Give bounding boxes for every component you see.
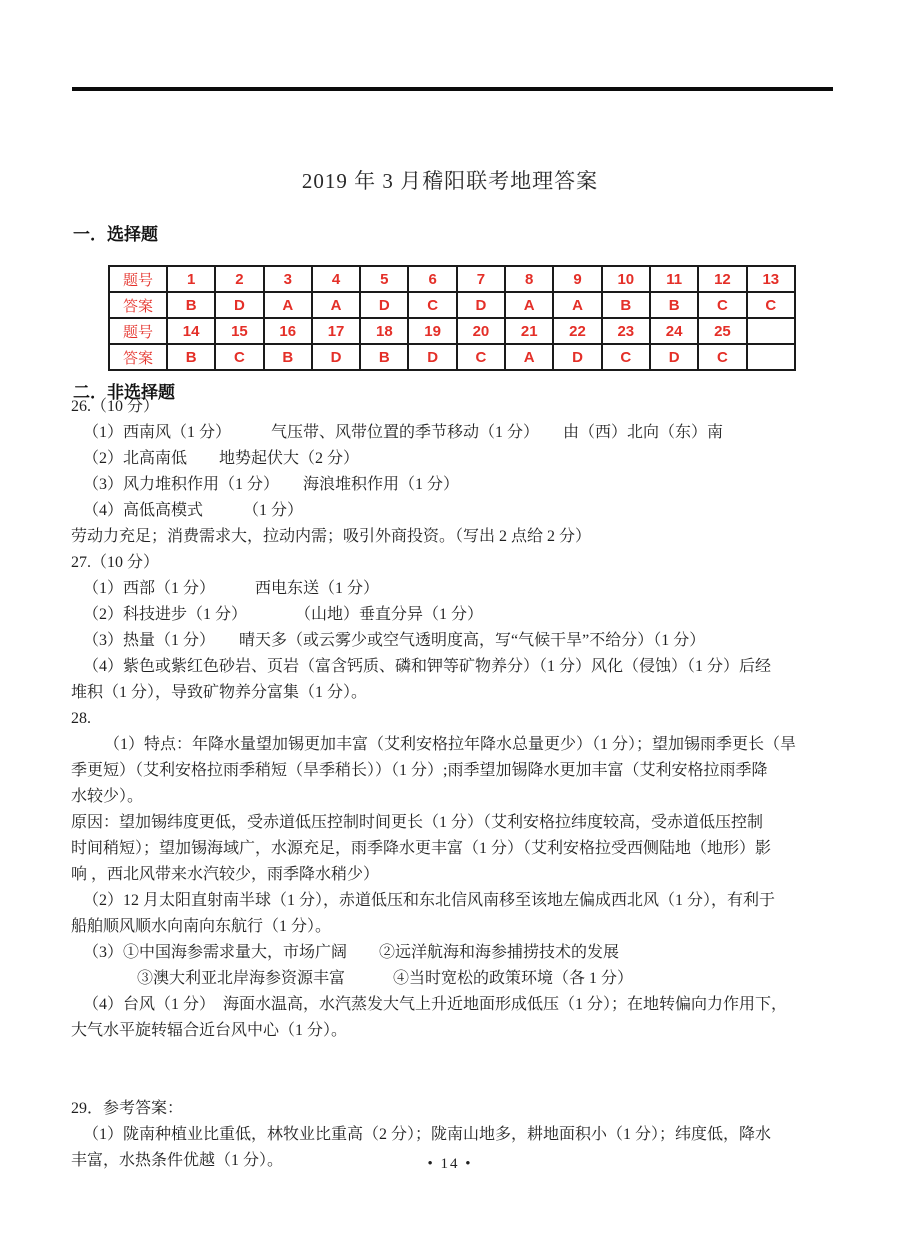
answer-cell: B bbox=[264, 344, 312, 370]
answer-cell: B bbox=[167, 344, 215, 370]
page-number: • 14 • bbox=[427, 1156, 473, 1172]
answer-cell: C bbox=[747, 292, 795, 318]
question-number-cell: 19 bbox=[408, 318, 456, 344]
answer-line: （2）科技进步（1 分） （山地）垂直分异（1 分） bbox=[83, 606, 484, 623]
answer-line: 丰富，水热条件优越（1 分）。 bbox=[71, 1152, 284, 1169]
answer-cell: A bbox=[264, 292, 312, 318]
answer-table-row bbox=[109, 344, 795, 370]
question-number-cell bbox=[747, 318, 795, 344]
row-label: 题号 bbox=[109, 318, 167, 344]
answer-cell: A bbox=[505, 344, 553, 370]
answer-table-row bbox=[109, 266, 795, 292]
answer-line: 水较少）。 bbox=[71, 788, 144, 805]
answer-table-row bbox=[109, 318, 795, 344]
answer-line: 原因：望加锡纬度更低，受赤道低压控制时间更长（1 分）（艾利安格拉纬度较高，受赤道低压控制 bbox=[71, 814, 764, 831]
question-number-cell: 2 bbox=[215, 266, 263, 292]
answer-line bbox=[71, 1070, 836, 1096]
answer-body bbox=[71, 394, 836, 1174]
answer-line: 船舶顺风顺水向南向东航行（1 分）。 bbox=[71, 918, 332, 935]
answer-line: （1）陇南种植业比重低，林牧业比重高（2 分）；陇南山地多，耕地面积小（1 分）；纬度低，降水 bbox=[83, 1126, 772, 1143]
answer-line: （1）西部（1 分） 西电东送（1 分） bbox=[83, 580, 380, 597]
answer-line: 28. bbox=[71, 710, 91, 727]
answer-cell: B bbox=[360, 344, 408, 370]
answer-cell: C bbox=[457, 344, 505, 370]
question-number-cell: 4 bbox=[312, 266, 360, 292]
answer-line: （3）热量（1 分） 晴天多（或云雾少或空气透明度高，写“气候干旱”不给分）（1 分） bbox=[83, 632, 706, 649]
header-rule bbox=[72, 87, 833, 91]
question-number-cell: 24 bbox=[650, 318, 698, 344]
question-number-cell: 25 bbox=[698, 318, 746, 344]
answer-line: 26.（10 分） bbox=[71, 398, 160, 415]
answer-cell: C bbox=[698, 292, 746, 318]
section-heading-non-choice: 二．非选择题 bbox=[73, 383, 175, 402]
answer-table-row bbox=[109, 292, 795, 318]
answer-line: 时间稍短）；望加锡海域广，水源充足，雨季降水更丰富（1 分）（艾利安格拉受西侧陆地（地形）影 bbox=[71, 840, 772, 857]
answer-cell: B bbox=[167, 292, 215, 318]
answer-cell: D bbox=[457, 292, 505, 318]
answer-cell: B bbox=[602, 292, 650, 318]
answer-line: （2）12 月太阳直射南半球（1 分），赤道低压和东北信风南移至该地左偏成西北风（1 分），有利于 bbox=[83, 892, 776, 909]
question-number-cell: 21 bbox=[505, 318, 553, 344]
answer-line: 响 ，西北风带来水汽较少，雨季降水稍少） bbox=[71, 866, 380, 883]
row-label: 答案 bbox=[109, 344, 167, 370]
question-number-cell: 23 bbox=[602, 318, 650, 344]
answer-line: 堆积（1 分），导致矿物养分富集（1 分）。 bbox=[71, 684, 368, 701]
question-number-cell: 3 bbox=[264, 266, 312, 292]
answer-cell: D bbox=[408, 344, 456, 370]
answer-table bbox=[108, 265, 796, 371]
answer-line: （2）北高南低 地势起伏大（2 分） bbox=[83, 450, 360, 467]
answer-cell: C bbox=[408, 292, 456, 318]
answer-line: （3）风力堆积作用（1 分） 海浪堆积作用（1 分） bbox=[83, 476, 460, 493]
answer-cell: A bbox=[505, 292, 553, 318]
question-number-cell: 15 bbox=[215, 318, 263, 344]
row-label: 答案 bbox=[109, 292, 167, 318]
answer-line: （1）特点：年降水量望加锡更加丰富（艾利安格拉年降水总量更少）（1 分）；望加锡雨季更长（旱 bbox=[104, 736, 797, 753]
question-number-cell: 12 bbox=[698, 266, 746, 292]
answer-line: 29．参考答案： bbox=[71, 1100, 184, 1117]
question-number-cell: 14 bbox=[167, 318, 215, 344]
answer-line: （1）西南风（1 分） 气压带、风带位置的季节移动（1 分） 由（西）北向（东）南 bbox=[83, 424, 724, 441]
answer-cell: C bbox=[698, 344, 746, 370]
answer-line: （4）高低高模式 （1 分） bbox=[83, 502, 304, 519]
question-number-cell: 18 bbox=[360, 318, 408, 344]
answer-line: 劳动力充足；消费需求大，拉动内需；吸引外商投资。（写出 2 点给 2 分） bbox=[71, 528, 592, 545]
answer-line: 大气水平旋转辐合近台风中心（1 分）。 bbox=[71, 1022, 348, 1039]
answer-line: （4）台风（1 分） 海面水温高，水汽蒸发大气上升近地面形成低压（1 分）；在地转偏向力作用下， bbox=[83, 996, 788, 1013]
question-number-cell: 17 bbox=[312, 318, 360, 344]
question-number-cell: 22 bbox=[553, 318, 601, 344]
answer-line: 27.（10 分） bbox=[71, 554, 160, 571]
question-number-cell: 9 bbox=[553, 266, 601, 292]
question-number-cell: 16 bbox=[264, 318, 312, 344]
answer-line: ③澳大利亚北岸海参资源丰富 ④当时宽松的政策环境（各 1 分） bbox=[137, 970, 634, 987]
answer-cell: B bbox=[650, 292, 698, 318]
question-number-cell: 10 bbox=[602, 266, 650, 292]
question-number-cell: 20 bbox=[457, 318, 505, 344]
answer-line: （3）①中国海参需求量大，市场广阔 ②远洋航海和海参捕捞技术的发展 bbox=[83, 944, 620, 961]
row-label: 题号 bbox=[109, 266, 167, 292]
page-title: 2019 年 3 月稽阳联考地理答案 bbox=[301, 169, 599, 193]
question-number-cell: 1 bbox=[167, 266, 215, 292]
section-heading-multiple-choice: 一．选择题 bbox=[73, 225, 158, 244]
question-number-cell: 7 bbox=[457, 266, 505, 292]
answer-cell: C bbox=[602, 344, 650, 370]
answer-line bbox=[71, 1044, 836, 1070]
answer-line: （4）紫色或紫红色砂岩、页岩（富含钙质、磷和钾等矿物养分）（1 分）风化（侵蚀）（1 分）后经 bbox=[83, 658, 772, 675]
answer-cell: D bbox=[650, 344, 698, 370]
answer-cell: A bbox=[553, 292, 601, 318]
answer-cell: C bbox=[215, 344, 263, 370]
answer-cell: D bbox=[360, 292, 408, 318]
answer-cell bbox=[747, 344, 795, 370]
question-number-cell: 6 bbox=[408, 266, 456, 292]
answer-cell: D bbox=[553, 344, 601, 370]
question-number-cell: 5 bbox=[360, 266, 408, 292]
answer-line: 季更短）（艾利安格拉雨季稍短（旱季稍长））（1 分）;雨季望加锡降水更加丰富（艾利安格拉雨季降 bbox=[71, 762, 768, 779]
question-number-cell: 8 bbox=[505, 266, 553, 292]
answer-cell: D bbox=[215, 292, 263, 318]
question-number-cell: 13 bbox=[747, 266, 795, 292]
question-number-cell: 11 bbox=[650, 266, 698, 292]
answer-cell: D bbox=[312, 344, 360, 370]
answer-cell: A bbox=[312, 292, 360, 318]
